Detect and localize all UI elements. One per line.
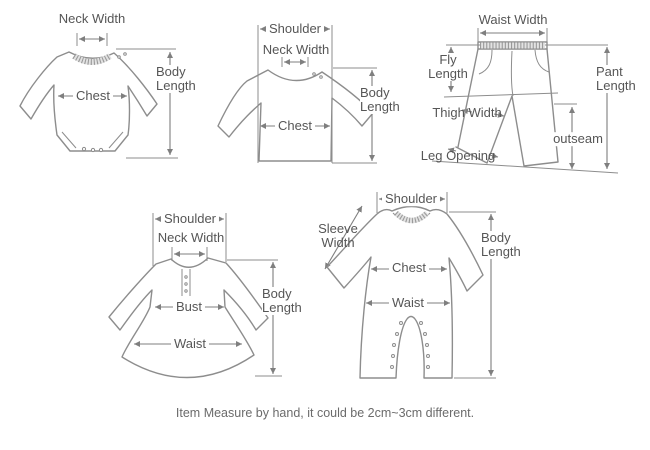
pants-pocket-left: [479, 50, 492, 74]
pants-outseam-label: outseam: [550, 132, 606, 146]
dress-shoulder-label: Shoulder: [161, 212, 219, 226]
pants-fly-seam: [511, 51, 513, 96]
measurement-note: Item Measure by hand, it could be 2cm~3cm different.: [175, 406, 475, 420]
sweater-shoulder-label: Shoulder: [266, 22, 324, 36]
sweater-chest-label: Chest: [275, 119, 315, 133]
bodysuit-chest-label: Chest: [73, 89, 113, 103]
pants-thigh-width-label: Thigh Width: [432, 105, 502, 121]
pants-pant-length-label: Pant Length: [596, 65, 640, 93]
sweater-outline: [218, 70, 373, 161]
romper-body-length-label: Body Length: [481, 231, 527, 259]
dress-outline: [109, 258, 268, 378]
bodysuit-neck-width-label: Neck Width: [58, 11, 126, 27]
romper-diagram: [325, 192, 496, 378]
sweater-body-length-label: Body Length: [360, 86, 404, 114]
bodysuit-body-length-label: Body Length: [156, 65, 200, 93]
dress-neck-width-label: Neck Width: [157, 230, 225, 246]
pants-fly-length-label: Fly Length: [428, 52, 468, 82]
romper-waist-label: Waist: [389, 296, 427, 310]
dress-body-length-label: Body Length: [262, 287, 306, 315]
dress-buttons: [185, 276, 187, 292]
dress-waist-label: Waist: [171, 337, 209, 351]
romper-sleeve-width-label: Sleeve Width: [318, 221, 358, 251]
pants-waist-width-label: Waist Width: [478, 12, 548, 28]
romper-chest-label: Chest: [389, 261, 429, 275]
romper-shoulder-label: Shoulder: [382, 192, 440, 206]
pants-leg-opening-label: Leg Opening: [420, 148, 496, 164]
dress-bust-label: Bust: [173, 300, 205, 314]
bodysuit-leg-binding: [62, 132, 123, 148]
sweater-neck-width-label: Neck Width: [262, 42, 330, 58]
